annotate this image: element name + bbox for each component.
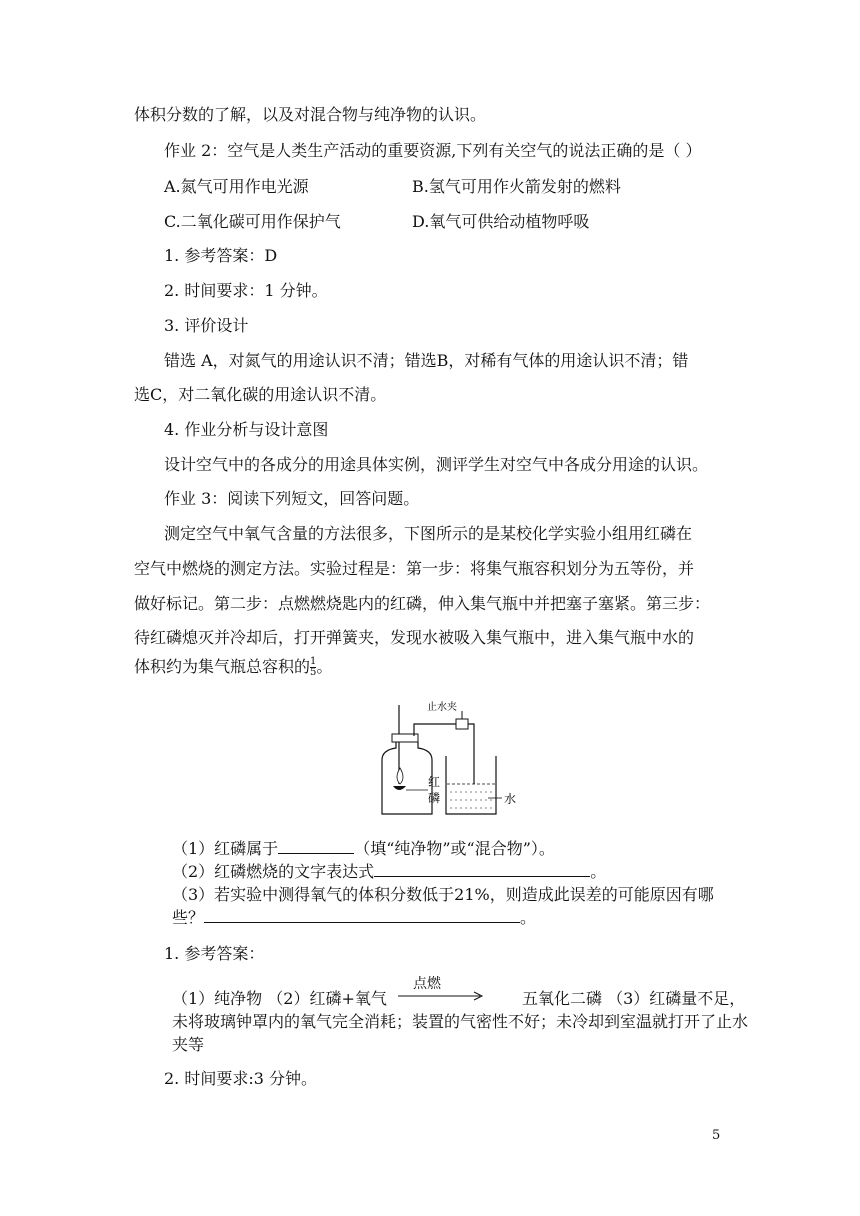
question-3-line-2 (172, 907, 536, 929)
answer-line-2: 未将玻璃钟罩内的氧气完全消耗；装置的气密性不好；未冷却到室温就打开了止水 (172, 1012, 749, 1031)
q2-end: 。 (590, 862, 607, 881)
hw2-answer: 1. 参考答案：D (164, 246, 278, 265)
q1-answer-blank[interactable] (278, 838, 354, 854)
clamp-label: 止水夹 (427, 702, 457, 713)
hw3-para-line-2: 空气中燃烧的测定方法。实验过程是：第一步：将集气瓶容积划分为五等份，并 (134, 559, 695, 578)
hw3-para-line-5 (134, 656, 332, 678)
q2-text: （2）红磷燃烧的文字表达式 (172, 862, 375, 881)
hw2-analysis-text: 设计空气中的各成分的用途具体实例，测评学生对空气中各成分用途的认识。 (164, 455, 709, 474)
hw3-answer-title: 1. 参考答案： (164, 944, 265, 963)
hw3-para-line-4: 待红磷熄灭并冷却后，打开弹簧夹，发现水被吸入集气瓶中，进入集气瓶中水的 (134, 628, 695, 647)
gas-collecting-jar (382, 742, 432, 814)
hw2-eval-line-2: 选C，对二氧化碳的用途认识不清。 (134, 385, 387, 404)
hw3-time: 2. 时间要求:3 分钟。 (164, 1069, 318, 1088)
answer-line-1a: （1）纯净物 （2）红磷+氧气 (172, 989, 387, 1008)
q3-answer-blank[interactable] (204, 907, 520, 923)
page-number: 5 (712, 1128, 721, 1143)
option-b: B.氢气可用作火箭发射的燃料 (412, 177, 621, 196)
water-body (447, 784, 495, 813)
question-1 (172, 838, 555, 860)
hw2-eval-line-1: 错选 A，对氮气的用途认识不清；错选B，对稀有气体的用途认识不清；错 (164, 351, 689, 370)
q1-hint: （填“纯净物”或“混合物”）。 (354, 839, 555, 858)
question-3-line-1: （3）若实验中测得氧气的体积分数低于21%，则造成此误差的可能原因有哪 (172, 885, 714, 904)
homework-3-question: 作业 3：阅读下列短文，回答问题。 (164, 489, 420, 508)
hw2-analysis-title: 4. 作业分析与设计意图 (164, 420, 329, 439)
red-label: 红 (428, 775, 441, 789)
para-line-5-text: 体积约为集气瓶总容积的 (134, 657, 311, 676)
option-c: C.二氧化碳可用作保护气 (164, 212, 341, 231)
flame-icon (397, 768, 403, 784)
fraction-numerator: 1 (310, 656, 317, 667)
intro-line: 体积分数的了解，以及对混合物与纯净物的认识。 (134, 105, 487, 124)
hw3-para-line-1: 测定空气中氧气含量的方法很多，下图所示的是某校化学实验小组用红磷在 (164, 524, 693, 543)
option-d: D.氧气可供给动植物呼吸 (412, 212, 590, 231)
q3-text: 些？ (172, 908, 205, 927)
burning-spoon (393, 786, 406, 790)
tube-left (414, 724, 458, 736)
fraction-denominator: 5 (310, 667, 317, 678)
hw2-time: 2. 时间要求：1 分钟。 (164, 281, 328, 300)
q3-end: 。 (520, 908, 537, 927)
q1-text: （1）红磷属于 (172, 839, 279, 858)
option-a: A.氮气可用作电光源 (164, 177, 309, 196)
phosphorus-label: 磷 (428, 791, 441, 805)
clamp-icon (456, 719, 468, 729)
q2-answer-blank[interactable] (374, 861, 590, 877)
question-2 (172, 861, 606, 883)
hw2-eval-title: 3. 评价设计 (164, 316, 249, 335)
reaction-condition: 点燃 (413, 976, 441, 992)
answer-line-3: 夹等 (172, 1035, 205, 1054)
water-label: 水 (504, 792, 517, 806)
para-line-5-end: 。 (316, 657, 333, 676)
reaction-arrow (398, 990, 484, 1002)
answer-line-1b: 五氧化二磷 （3）红磷量不足， (522, 989, 746, 1008)
homework-2-question: 作业 2：空气是人类生产活动的重要资源,下列有关空气的说法正确的是（ ） (164, 141, 702, 160)
hw3-para-line-3: 做好标记。第二步：点燃燃烧匙内的红磷，伸入集气瓶中并把塞子塞紧。第三步： (134, 594, 711, 613)
apparatus-figure (378, 700, 528, 822)
